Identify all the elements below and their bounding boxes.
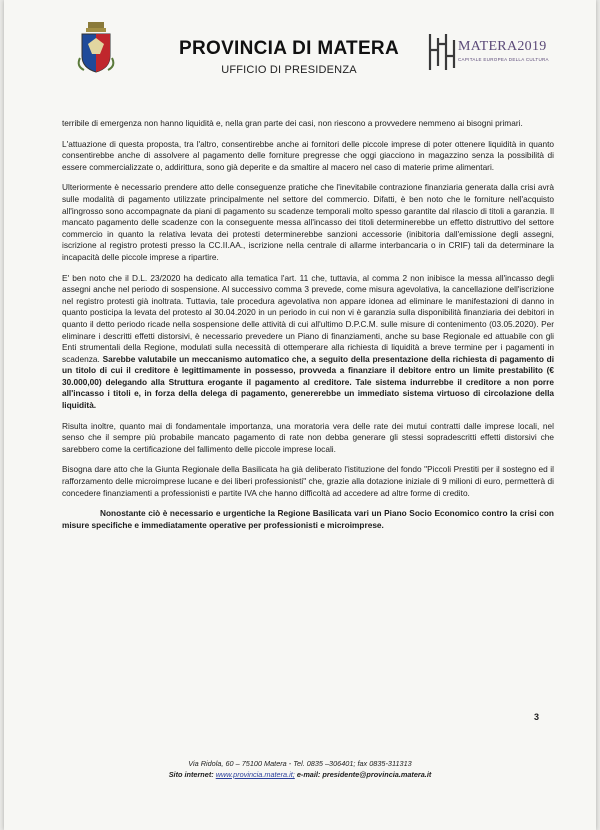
footer-site-label: Sito internet: — [168, 770, 214, 779]
footer-address: Via Ridola, 60 – 75100 Matera - Tel. 0835 –306401; fax 0835-311313 — [188, 759, 412, 768]
footer-site-link[interactable]: www.provincia.matera.it; — [215, 770, 295, 779]
matera-logo-tagline: CAPITALE EUROPEA DELLA CULTURA — [458, 57, 549, 62]
page-number: 3 — [534, 712, 540, 722]
letterhead-footer — [4, 758, 596, 780]
office-subtitle: UFFICIO DI PRESIDENZA — [221, 64, 357, 76]
matera-2019-logo-icon — [424, 30, 458, 75]
footer-email-link[interactable]: presidente@provincia.matera.it — [322, 770, 432, 779]
paragraph-3: Ulteriormente è necessario prendere atto delle conseguenze pratiche che l'inevitabile contrazione finanziaria generata dalla crisi avrà sulle modalità di pagamento utilizzate principalmente nel settore del commercio. Difatti, è ben noto che le forniture nell'acquisto all'ingrosso sono accompagnate da piani di pagamento su scadenze temporali molto spesso garantite dal rilascio di titoli a garanzia. Il mancato pagamento delle scadenze con la conseguente messa all'incasso dei titoli determinerebbe un effetto distruttivo del settore commercio in quanto la relativa levata dei protesti determinerebbe sanzioni accessorie (inibitoria dall'emissione degli assegni, iscrizione al registro protesti presso la CC.II.AA., iscrizione nella centrale di allarme interbancaria o in CRIF) tali da determinare la incapacità delle piccole imprese a ripartire. — [62, 182, 554, 262]
paragraph-5: Risulta inoltre, quanto mai di fondamentale importanza, una moratoria vera delle rate dei mutui contratti dalle imprese locali, nel senso che il sempre più probabile mancato pagamento di rate non debba generare gli stessi sopradescritti effetti distorsivi che sarebbero come la certificazione del fallimento delle piccole imprese locali. — [62, 420, 554, 454]
letterhead-title-block — [154, 38, 424, 76]
paragraph-2: L'attuazione di questa proposta, tra l'altro, consentirebbe anche ai fornitori delle piccole imprese di poter ottenere liquidità in quanto consentirebbe anche di assolvere al pagamento delle forniture pregresse che oggi giacciono in magazzino senza la possibilità di essere commercializzate o, addirittura, sono già deperite e da smaltire al macero nel caso di materie prime alimentari. — [62, 138, 554, 172]
letter-body — [62, 118, 554, 540]
matera-logo-name: MATERA2019 — [458, 39, 547, 54]
paragraph-4-bold-text: Sarebbe valutabile un meccanismo automatico che, a seguito della presentazione della richiesta di pagamento di un titolo di cui il creditore è legittimamente in possesso, provveda a finanziare il debitore entro un limite prestabilito (€ 30.000,00) delegando alla Struttura erogante il pagamento al creditore. Tale sistema indurrebbe il creditore a non porre all'incasso i titoli e, in forza della delega di pagamento, genererebbe un immediato sistema virtuoso di circolazione della liquidità. — [62, 353, 554, 411]
paragraph-4 — [62, 273, 554, 412]
paragraph-6: Bisogna dare atto che la Giunta Regionale della Basilicata ha già deliberato l'istituzione del fondo "Piccoli Prestiti per il sostegno ed il rafforzamento delle microimprese lucane e dei liberi professionisti" che, grazie alla dotazione iniziale di 9 milioni di euro, permetterà di concedere finanziamenti a professionisti e partite IVA che hanno difficoltà ad accedere ad altre forme di credito. — [62, 464, 554, 498]
document-page — [4, 0, 596, 830]
footer-email-label: e-mail: — [296, 770, 321, 779]
footer-contacts — [4, 769, 596, 780]
matera-2019-logo — [424, 30, 574, 75]
paragraph-4-text: E' ben noto che il D.L. 23/2020 ha dedicato alla tematica l'art. 11 che, tuttavia, al comma 2 non inibisce la messa all'incasso degli assegni anche nel periodo di sospensione. Al successivo comma 3 prevede, come misura agevolativa, la cancellazione dell'iscrizione nel registro protesti già inoltrata. Tuttavia, tale procedura agevolativa non appare idonea ad eliminare le manifestazioni di danno in quanto posticipa la levata del protesto al 30.04.2020 in un periodo in cui non vi è garanzia sulla disponibilità finanziaria dei debitori in quanto il detto periodo ricade nella sospensione delle attività di cui all'ultimo D.P.C.M. sulle misure di contenimento (03.05.2020). Per eliminare i descritti effetti distorsivi, è necessario prevedere un Piano di finanziamenti, anche su base Regionale ed attuabile con gli Enti strumentali della Regione, modulati sulla necessità di ottemperare alla richiesta di liquidità a breve termine per i pagamenti in scadenza. — [62, 272, 554, 364]
province-coat-of-arms-icon — [76, 22, 116, 74]
letterhead — [4, 0, 596, 95]
paragraph-7: Nonostante ciò è necessario e urgentiche la Regione Basilicata vari un Piano Socio Economico contro la crisi con misure specifiche e immediatamente operative per professionisti e microimprese. — [62, 508, 554, 530]
paragraph-1: terribile di emergenza non hanno liquidità e, nella gran parte dei casi, non riescono a provvedere nemmeno ai bisogni primari. — [62, 118, 523, 128]
page-title: PROVINCIA DI MATERA — [179, 38, 399, 59]
